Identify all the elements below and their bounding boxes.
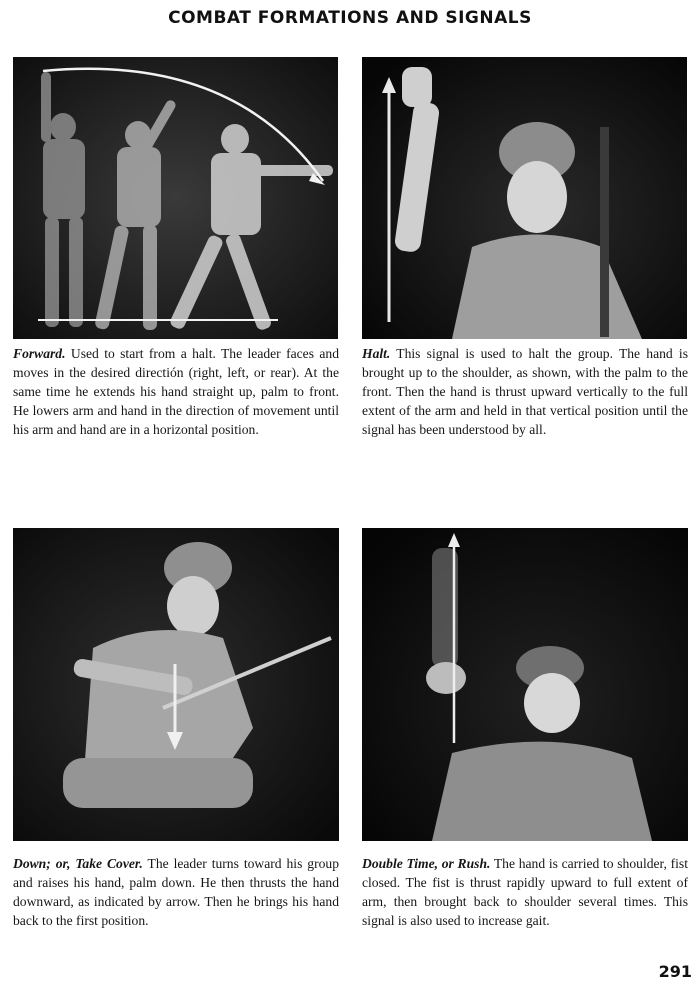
double-time-caption — [362, 854, 688, 930]
halt-signal-photo — [362, 57, 687, 339]
halt-caption — [362, 344, 688, 439]
caption-heading: Halt. — [362, 346, 391, 361]
forward-signal-photo — [13, 57, 338, 339]
forward-caption — [13, 344, 339, 439]
caption-heading: Forward. — [13, 346, 66, 361]
caption-heading: Down; or, Take Cover. — [13, 856, 143, 871]
caption-body: This signal is used to halt the group. The hand is brought up to the shoulder, as shown, with the palm to the front. Then the hand is thrust upward vertically to the full extent of the arm and held in that vertical position until the signal has been understood by all. — [362, 346, 688, 437]
page-title: COMBAT FORMATIONS AND SIGNALS — [168, 8, 532, 28]
take-cover-caption — [13, 854, 339, 930]
caption-body: The hand is carried to shoulder, fist closed. The fist is thrust rapidly upward to full extent of arm, then brought back to shoulder several times. This signal is also used to increase gait. — [362, 856, 688, 928]
double-time-signal-photo — [362, 528, 688, 841]
caption-heading: Double Time, or Rush. — [362, 856, 491, 871]
caption-body: The leader turns toward his group and raises his hand, palm down. He then thrusts the hand downward, as indicated by arrow. Then he brings his hand back to the first position. — [13, 856, 340, 928]
take-cover-signal-photo — [13, 528, 339, 841]
caption-body: Used to start from a halt. The leader faces and moves in the desired directión (right, left, or rear). At the same time he extends his hand straight up, palm to front. He lowers arm and hand in the direction of movement until his arm and hand are in a horizontal position. — [13, 346, 339, 437]
page-number: 291 — [658, 962, 692, 981]
